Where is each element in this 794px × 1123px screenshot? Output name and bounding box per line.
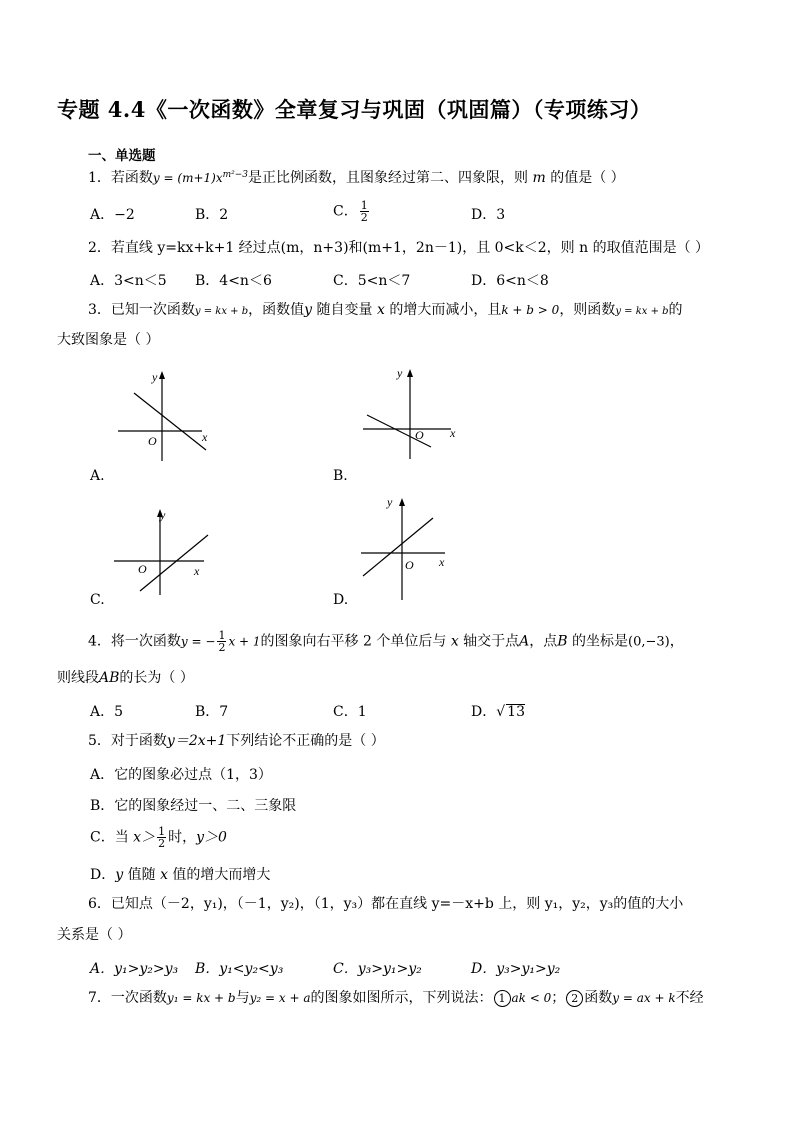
q1-option-c: C． $\frac{1}{2}$ — [333, 199, 368, 224]
q2-option-d: D．6<n＜8 — [471, 273, 549, 289]
graph-b-origin: O — [415, 428, 424, 442]
question-1: 1．若函数$y = (m+1)x^{m^2-3}$是正比例函数，且图象经过第二、四象限，则 m 的值是（ ） — [88, 170, 625, 186]
graph-c — [108, 503, 218, 598]
graph-a-y-label: y — [152, 370, 158, 384]
q1-option-b: B．2 — [195, 207, 229, 223]
q1-option-c-fraction: $\frac{1}{2}$ — [360, 199, 368, 224]
q6-option-d: D．y₃>y₁>y₂ — [471, 961, 561, 977]
question-3-line2: 大致图象是（ ） — [57, 332, 160, 348]
graph-c-y-label: y — [160, 508, 166, 522]
graph-a-origin: O — [148, 434, 157, 448]
question-5: 5．对于函数y＝2x+1下列结论不正确的是（ ） — [88, 733, 385, 749]
question-4-line2: 则线段AB的长为（ ） — [57, 670, 194, 686]
q1-formula: $y = (m+1)x^{m^2-3}$ — [152, 170, 249, 185]
graph-a-x-label: x — [202, 430, 208, 444]
question-2: 2．若直线 y=kx+k+1 经过点(m，n+3)和(m+1，2n－1)，且 0<k＜2，则 n 的取值范围是（ ） — [88, 240, 710, 256]
graph-c-label: C. — [90, 592, 105, 608]
question-4-line1: 4．将一次函数y = − $\frac{1}{2}$ x + 1的图象向右平移 2 个单位后与 x 轴交于点A，点B 的坐标是(0,−3)， — [88, 629, 684, 654]
q4-option-b: B．7 — [195, 704, 229, 720]
q1-option-d: D．3 — [471, 207, 506, 223]
circled-number-2: 2 — [566, 990, 583, 1007]
circled-number-1: 1 — [494, 990, 511, 1007]
graph-d-x-label: x — [439, 555, 445, 569]
graph-a — [110, 365, 220, 465]
q5-option-c: C．当 x＞ $\frac{1}{2}$ 时，y＞0 — [90, 825, 227, 850]
graph-b — [355, 363, 465, 463]
graph-b-y-arrow — [407, 369, 413, 377]
page-title: 专题 4.4《一次函数》全章复习与巩固（巩固篇）（专项练习） — [57, 97, 652, 122]
graph-d-line — [363, 518, 433, 576]
graph-d — [355, 492, 465, 602]
q4-option-a: A．5 — [90, 704, 124, 720]
graph-d-origin: O — [405, 558, 414, 572]
graph-a-label: A. — [90, 468, 105, 484]
graph-a-line — [134, 393, 206, 450]
graph-c-x-label: x — [194, 564, 200, 578]
q6-option-a: A．y₁>y₂>y₃ — [90, 961, 179, 977]
graph-d-y-arrow — [399, 498, 405, 506]
graph-d-label: D. — [333, 592, 349, 608]
q5-option-b: B．它的图象经过一、二、三象限 — [90, 798, 297, 814]
q4-option-d: D．√ 13 — [471, 704, 525, 720]
q2-option-c: C．5<n＜7 — [333, 273, 411, 289]
graph-b-x-label: x — [450, 426, 456, 440]
q6-option-b: B．y₁<y₂<y₃ — [195, 961, 284, 977]
q5-option-a: A．它的图象必过点（1，3） — [90, 767, 272, 783]
q2-option-b: B．4<n＜6 — [195, 273, 272, 289]
graph-c-line — [140, 535, 208, 591]
question-3-line1: 3．已知一次函数y = kx + b，函数值y 随自变量 x 的增大而减小，且k + b > 0，则函数y = kx + b的 — [88, 302, 683, 318]
q4-option-c: C．1 — [333, 704, 367, 720]
graph-a-y-arrow — [159, 371, 165, 379]
question-6-line2: 关系是（ ） — [57, 927, 132, 943]
graph-b-label: B. — [333, 468, 348, 484]
q1-option-a: A．−2 — [90, 207, 135, 223]
question-6-line1: 6．已知点（－2，y₁)，（－1，y₂)，（1，y₃）都在直线 y=－x+b 上，则 y₁，y₂，y₃的值的大小 — [88, 896, 684, 912]
section-heading: 一、单选题 — [88, 148, 156, 164]
q6-option-c: C．y₃>y₁>y₂ — [333, 961, 422, 977]
graph-d-y-label: y — [387, 495, 393, 509]
q2-option-a: A．3<n＜5 — [90, 273, 167, 289]
q5-option-d: D．y 值随 x 值的增大而增大 — [90, 867, 271, 883]
graph-b-y-label: y — [397, 366, 403, 380]
question-7: 7．一次函数y₁ = kx + b与y₂ = x + a的图象如图所示，下列说法： 1 ak < 0； 2 函数y = ax + k不经 — [88, 990, 704, 1006]
graph-c-origin: O — [138, 562, 147, 576]
